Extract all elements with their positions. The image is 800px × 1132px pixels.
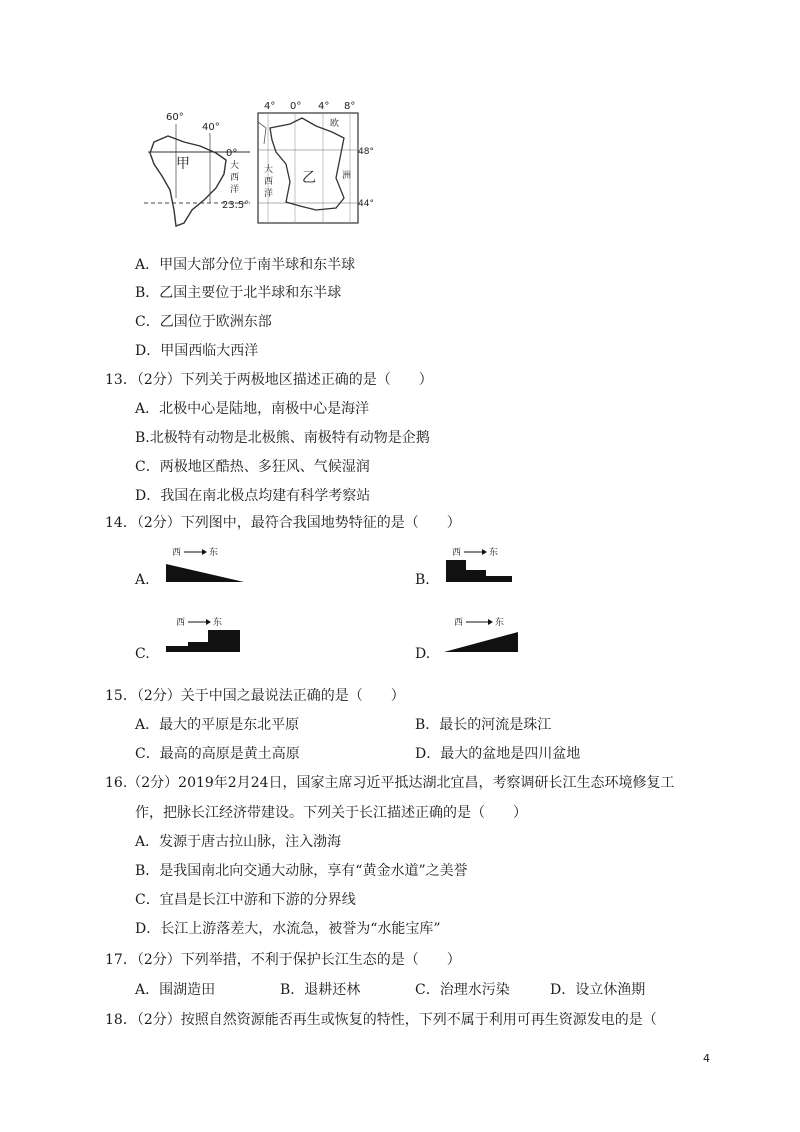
q12-option-d: D．甲国西临大西洋 (135, 343, 259, 359)
page-number: 4 (703, 1052, 710, 1065)
label-ou: 欧 (330, 119, 340, 129)
q13-option-c: C．两极地区酷热、多狂风、气候湿润 (135, 459, 370, 475)
terrain-profile-c (160, 614, 250, 658)
label-0: 0° (290, 101, 302, 112)
svg-text:西: 西 (454, 618, 464, 628)
label-xi: 西 (230, 173, 240, 183)
svg-text:东: 东 (489, 548, 499, 558)
q17-stem: 17．（2分）下列举措，不利于保护长江生态的是（ ） (105, 952, 461, 968)
label-40: 40° (202, 122, 220, 133)
q15-stem: 15．（2分）关于中国之最说法正确的是（ ） (105, 688, 405, 704)
q14-letter-b: B. (415, 572, 430, 588)
label-44: 44° (358, 199, 374, 209)
q13-option-a: A．北极中心是陆地，南极中心是海洋 (135, 401, 370, 417)
label-equator: 0° (226, 148, 238, 159)
label-60: 60° (166, 112, 184, 123)
q17-option-d: D．设立休渔期 (550, 982, 646, 998)
label-yang2: 洋 (264, 189, 274, 199)
label-yi: 乙 (302, 170, 316, 186)
q15-option-c: C．最高的高原是黄土高原 (135, 746, 300, 762)
label-yang: 洋 (230, 185, 240, 195)
q15-option-a: A．最大的平原是东北平原 (135, 717, 300, 733)
q15-option-b: B．最长的河流是珠江 (415, 717, 552, 733)
label-jia: 甲 (176, 156, 190, 172)
q16-option-c: C．宜昌是长江中游和下游的分界线 (135, 892, 356, 908)
label-4e: 4° (318, 101, 330, 112)
q13-option-d: D．我国在南北极点均建有科学考察站 (135, 488, 371, 504)
label-zhou: 洲 (342, 171, 352, 181)
q16-option-d: D．长江上游落差大，水流急，被誉为“水能宝库” (135, 921, 441, 937)
q17-option-a: A．围湖造田 (135, 982, 216, 998)
q14-letter-d: D. (415, 646, 431, 662)
svg-text:东: 东 (495, 618, 505, 628)
label-8e: 8° (344, 101, 356, 112)
q16-option-a: A．发源于唐古拉山脉，注入渤海 (135, 834, 342, 850)
q12-option-c: C．乙国位于欧洲东部 (135, 314, 272, 330)
svg-text:西: 西 (176, 618, 186, 628)
svg-text:东: 东 (209, 548, 219, 558)
label-da: 大 (230, 161, 240, 171)
terrain-profile-d (440, 614, 530, 658)
label-tropic: 23.5° (222, 200, 250, 211)
q13-stem: 13．（2分）下列关于两极地区描述正确的是（ ） (105, 372, 433, 388)
svg-text:西: 西 (452, 548, 462, 558)
label-xi2: 西 (264, 177, 274, 187)
q12-option-a: A．甲国大部分位于南半球和东半球 (135, 257, 356, 273)
q17-option-c: C．治理水污染 (415, 982, 510, 998)
svg-text:东: 东 (213, 618, 223, 628)
q14-stem: 14．（2分）下列图中，最符合我国地势特征的是（ ） (105, 515, 461, 531)
label-4w: 4° (264, 101, 276, 112)
q12-option-b: B．乙国主要位于北半球和东半球 (135, 285, 342, 301)
label-da2: 大 (264, 165, 274, 175)
svg-text:西: 西 (172, 548, 182, 558)
q16-option-b: B．是我国南北向交通大动脉，享有“黄金水道”之美誉 (135, 863, 468, 879)
q18-stem: 18．（2分）按照自然资源能否再生或恢复的特性，下列不属于利用可再生资源发电的是（ (105, 1012, 657, 1028)
q12-map-figure (140, 98, 374, 228)
q15-option-d: D．最大的盆地是四川盆地 (415, 746, 581, 762)
label-48: 48° (358, 147, 374, 157)
q14-letter-c: C. (135, 646, 150, 662)
terrain-profile-b (440, 544, 530, 586)
q16-stem-line1: 16.（2分）2019年2月24日，国家主席习近平抵达湖北宜昌，考察调研长江生态环境修复工 (105, 775, 675, 791)
q17-option-b: B．退耕还林 (280, 982, 361, 998)
q13-option-b: B.北极特有动物是北极熊、南极特有动物是企鹅 (135, 430, 430, 446)
terrain-profile-a (160, 544, 250, 586)
south-america-map (144, 112, 250, 226)
q14-letter-a: A. (135, 572, 150, 588)
france-map (258, 101, 374, 223)
q16-stem-line2: 作，把脉长江经济带建设。下列关于长江描述正确的是（ ） (135, 805, 527, 821)
